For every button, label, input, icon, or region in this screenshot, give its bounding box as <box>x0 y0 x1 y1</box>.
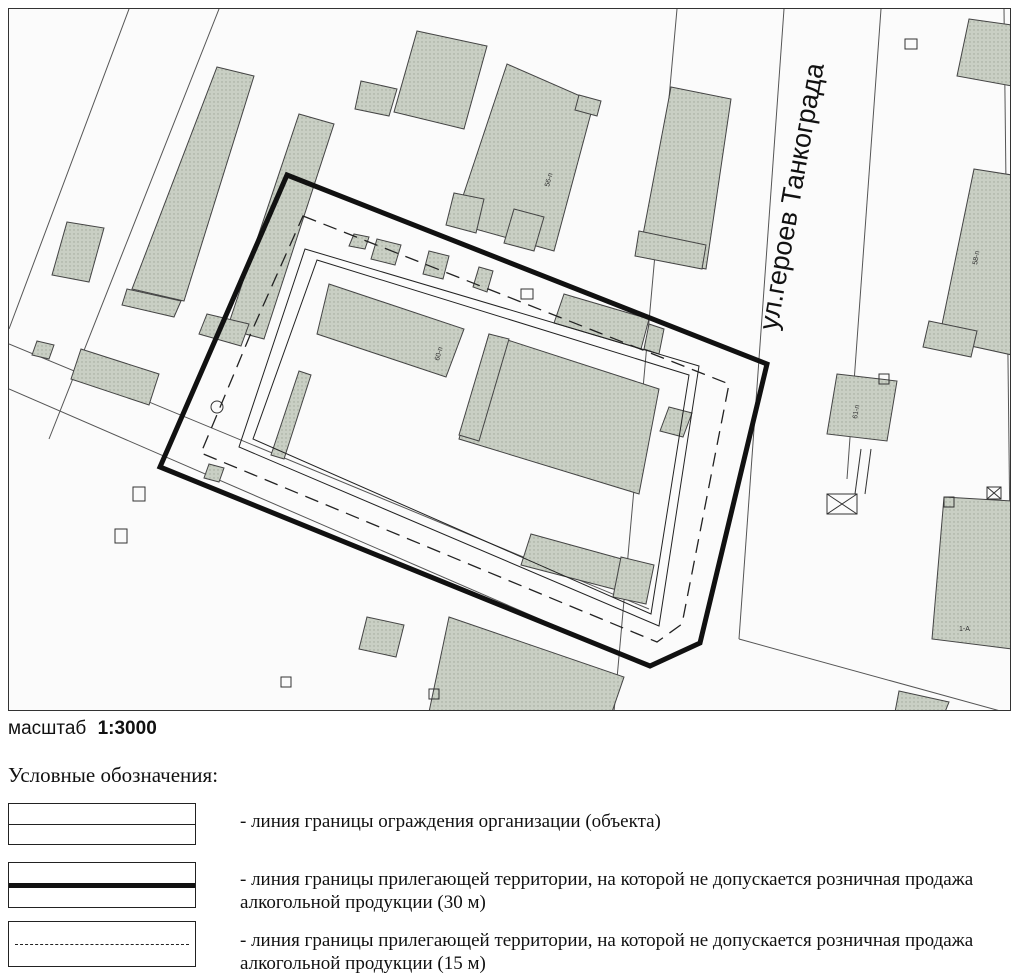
legend-sample-30m <box>8 862 196 908</box>
building <box>521 534 629 591</box>
building <box>359 617 404 657</box>
building <box>317 284 464 377</box>
legend-text-15m: - линия границы прилегающей территории, на которой не допускается розничная продажа алкогольной продукции (15 м) <box>240 930 974 974</box>
scale-value: 1:3000 <box>97 718 157 739</box>
street-label: ул.героев Танкограда <box>753 60 830 333</box>
site-plan-map <box>8 8 1011 711</box>
building-label: 1-А <box>959 626 970 633</box>
scale-label <box>8 718 157 740</box>
building-label: 61-п <box>852 404 862 420</box>
map-canvas <box>9 9 1011 711</box>
building <box>71 349 159 405</box>
building <box>957 19 1011 86</box>
building <box>52 222 104 282</box>
building-label: 56-п <box>544 172 555 188</box>
legend-sample-fence <box>8 803 196 845</box>
building <box>227 114 334 339</box>
building <box>429 617 624 711</box>
building-label: 60-п <box>434 346 445 362</box>
building <box>394 31 487 129</box>
legend-text-30m: - линия границы прилегающей территории, на которой не допускается розничная продажа алкогольной продукции (30 м) <box>240 869 974 913</box>
building <box>932 497 1011 649</box>
legend-title: Условные обозначения: <box>8 763 219 787</box>
building-label: 58-п <box>972 250 982 266</box>
legend-text-fence: - линия границы ограждения организации (объекта) <box>240 811 661 832</box>
building <box>554 294 649 349</box>
buildings <box>32 19 1011 711</box>
legend-sample-15m <box>8 921 196 967</box>
scale-caption: масштаб <box>8 718 87 739</box>
